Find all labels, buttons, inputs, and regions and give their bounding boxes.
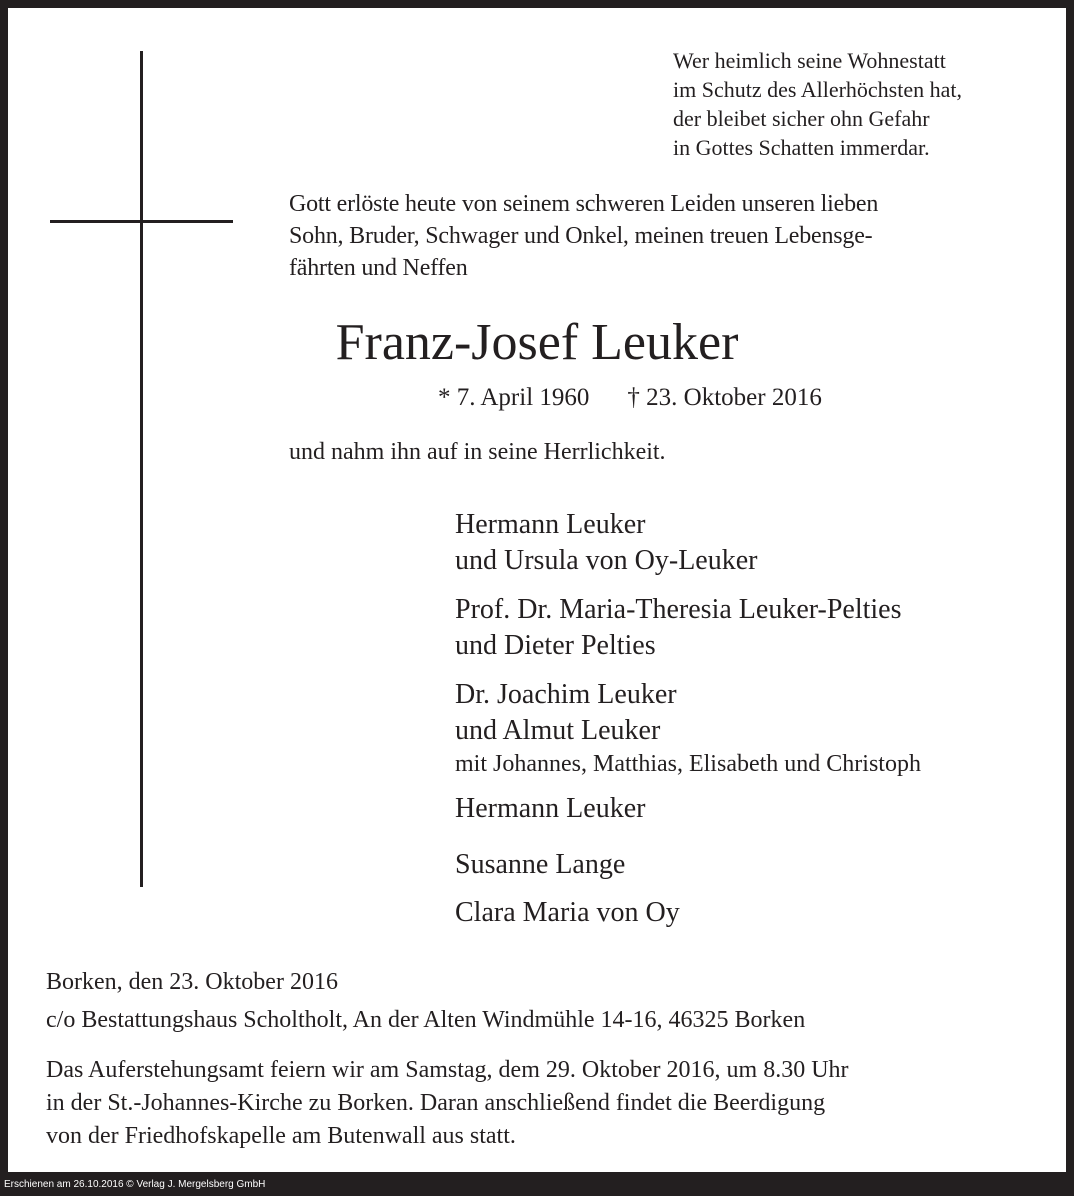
mourner-name: Clara Maria von Oy (455, 897, 680, 928)
service-line: in der St.-Johannes-Kirche zu Borken. Daran anschließend findet die Beerdigung (46, 1090, 826, 1116)
death-date: † 23. Oktober 2016 (627, 384, 822, 411)
mourner-name: Hermann Leuker (455, 509, 646, 540)
publication-credit: Erschienen am 26.10.2016 © Verlag J. Mergelsberg GmbH (4, 1179, 266, 1190)
verse-line: Wer heimlich seine Wohnestatt (673, 48, 946, 73)
cross-icon-horizontal (50, 220, 233, 223)
mourner-name: und Almut Leuker (455, 715, 661, 746)
intro-line: Sohn, Bruder, Schwager und Onkel, meinen treuen Lebensge- (289, 223, 873, 249)
intro-line: Gott erlöste heute von seinem schweren Leiden unseren lieben (289, 191, 879, 217)
verse-line: in Gottes Schatten immerdar. (673, 135, 930, 160)
mourner-group-3 (455, 677, 677, 749)
bible-verse (673, 46, 962, 162)
mourner-name: und Ursula von Oy-Leuker (455, 545, 758, 576)
verse-line: im Schutz des Allerhöchsten hat, (673, 77, 962, 102)
service-line: Das Auferstehungsamt feiern wir am Samstag, dem 29. Oktober 2016, um 8.30 Uhr (46, 1057, 849, 1083)
deceased-name: Franz-Josef Leuker (335, 314, 739, 371)
intro-line: fährten und Neffen (289, 255, 468, 281)
place-date: Borken, den 23. Oktober 2016 (46, 969, 338, 995)
closing-text: und nahm ihn auf in seine Herrlichkeit. (289, 439, 666, 465)
verse-line: der bleibet sicher ohn Gefahr (673, 106, 930, 131)
mourner-name: Susanne Lange (455, 849, 626, 880)
deceased-name-row (0, 313, 1074, 373)
service-info (46, 1054, 849, 1153)
intro-text (289, 188, 878, 284)
birth-date: * 7. April 1960 (438, 384, 590, 411)
life-dates (438, 382, 822, 414)
mourner-group-1 (455, 507, 757, 579)
contact-address: c/o Bestattungshaus Scholtholt, An der Alten Windmühle 14-16, 46325 Borken (46, 1007, 806, 1033)
mourner-name: Hermann Leuker (455, 793, 646, 824)
mourner-name: und Dieter Pelties (455, 630, 656, 661)
service-line: von der Friedhofskapelle am Butenwall aus statt. (46, 1123, 516, 1149)
mourner-group-2 (455, 592, 902, 664)
mourner-name: Dr. Joachim Leuker (455, 679, 677, 710)
mourner-name: Prof. Dr. Maria-Theresia Leuker-Pelties (455, 594, 902, 625)
cross-icon-vertical (140, 51, 143, 887)
mourner-children: mit Johannes, Matthias, Elisabeth und Christoph (455, 751, 921, 777)
